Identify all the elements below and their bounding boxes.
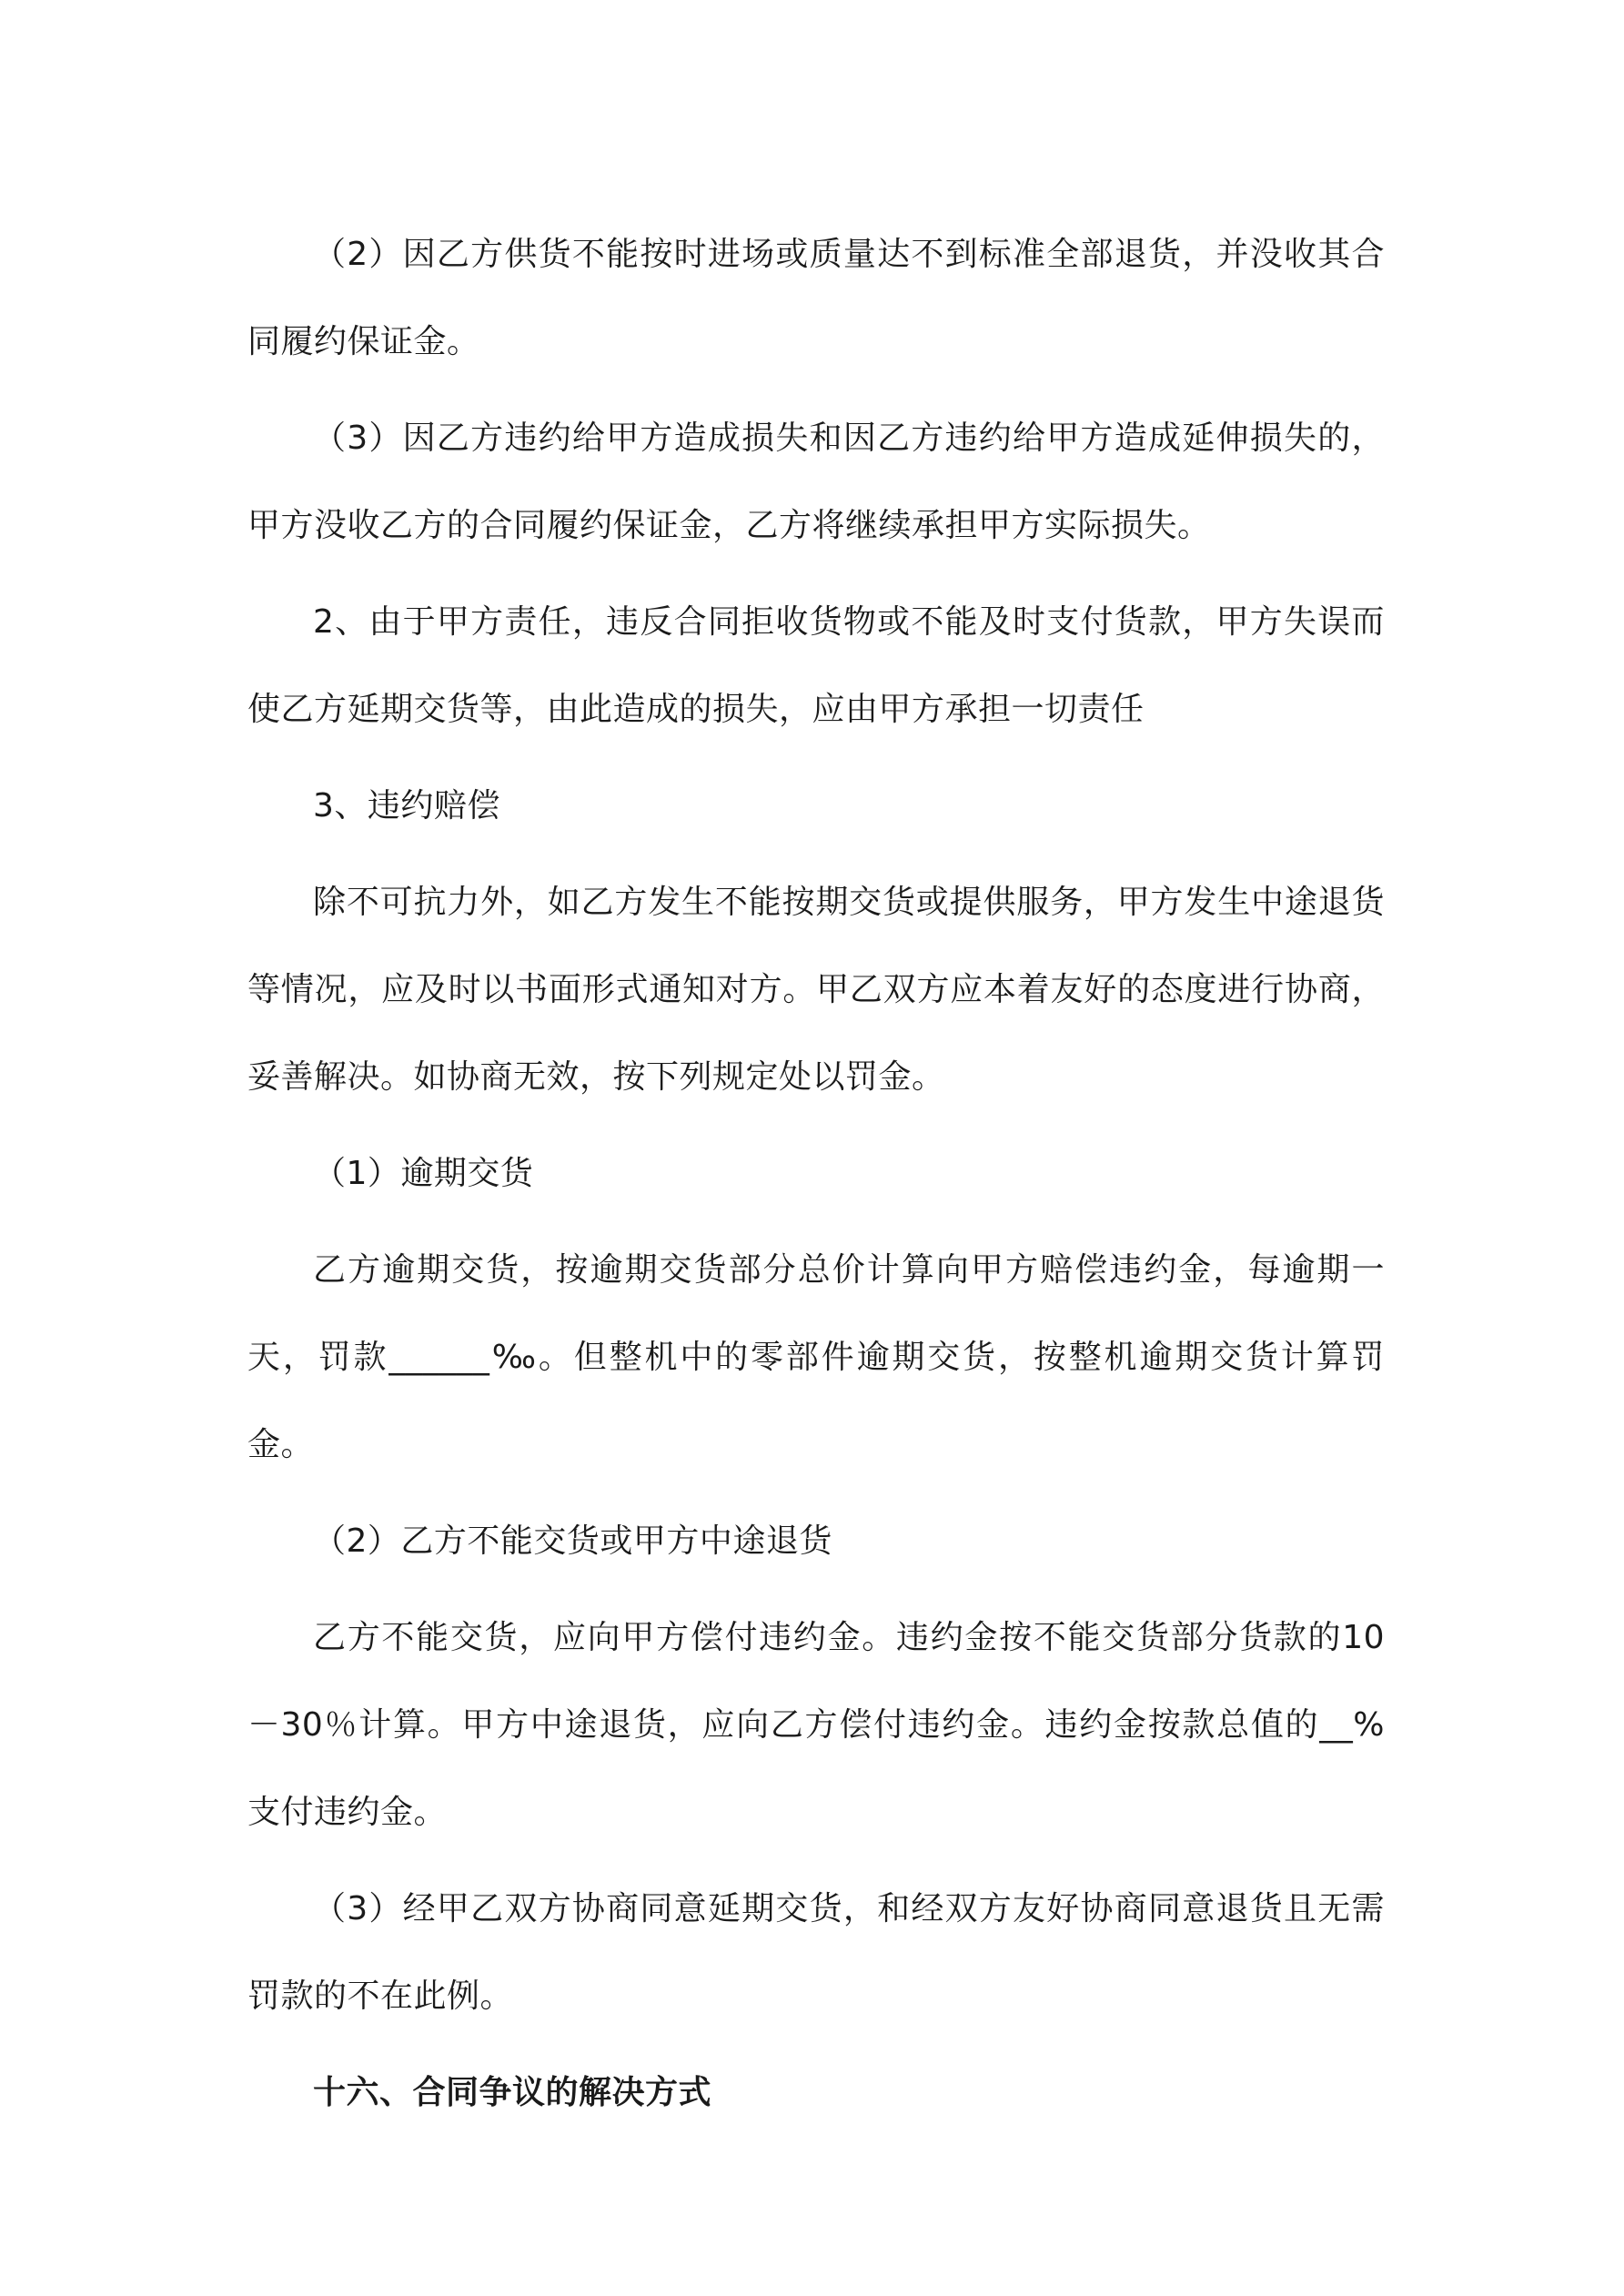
paragraph-clause-3-intro: 除不可抗力外，如乙方发生不能按期交货或提供服务，甲方发生中途退货等情况，应及时以书面形式通知对方。甲乙双方应本着友好的态度进行协商，妥善解决。如协商无效，按下列规定处以罚金。 — [247, 884, 1385, 1096]
paragraph-overdue-title: （1）逾期交货 — [313, 1155, 534, 1192]
paragraph-clause-1-2: （2）因乙方供货不能按时进场或质量达不到标准全部退货，并没收其合同履约保证金。 — [247, 236, 1385, 360]
paragraph-nondelivery-title: （2）乙方不能交货或甲方中途退货 — [313, 1522, 832, 1560]
paragraph-overdue-body: 乙方逾期交货，按逾期交货部分总价计算向甲方赔偿违约金，每逾期一天，罚款______‰。但整机中的零部件逾期交货，按整机逾期交货计算罚金。 — [247, 1251, 1385, 1463]
paragraph-clause-3-title: 3、违约赔偿 — [313, 787, 500, 824]
paragraph-clause-2: 2、由于甲方责任，违反合同拒收货物或不能及时支付货款，甲方失误而使乙方延期交货等，由此造成的损失，应由甲方承担一切责任 — [247, 603, 1385, 728]
paragraph-nondelivery-body: 乙方不能交货，应向甲方偿付违约金。违约金按不能交货部分货款的10－30％计算。甲方中途退货，应向乙方偿付违约金。违约金按款总值的__%支付违约金。 — [247, 1619, 1385, 1831]
document-body — [247, 211, 1385, 2146]
paragraph-exception: （3）经甲乙双方协商同意延期交货，和经双方友好协商同意退货且无需罚款的不在此例。 — [247, 1890, 1385, 2015]
section-heading: 十六、合同争议的解决方式 — [313, 2074, 712, 2111]
paragraph-clause-1-3: （3）因乙方违约给甲方造成损失和因乙方违约给甲方造成延伸损失的，甲方没收乙方的合同履约保证金，乙方将继续承担甲方实际损失。 — [247, 420, 1385, 544]
